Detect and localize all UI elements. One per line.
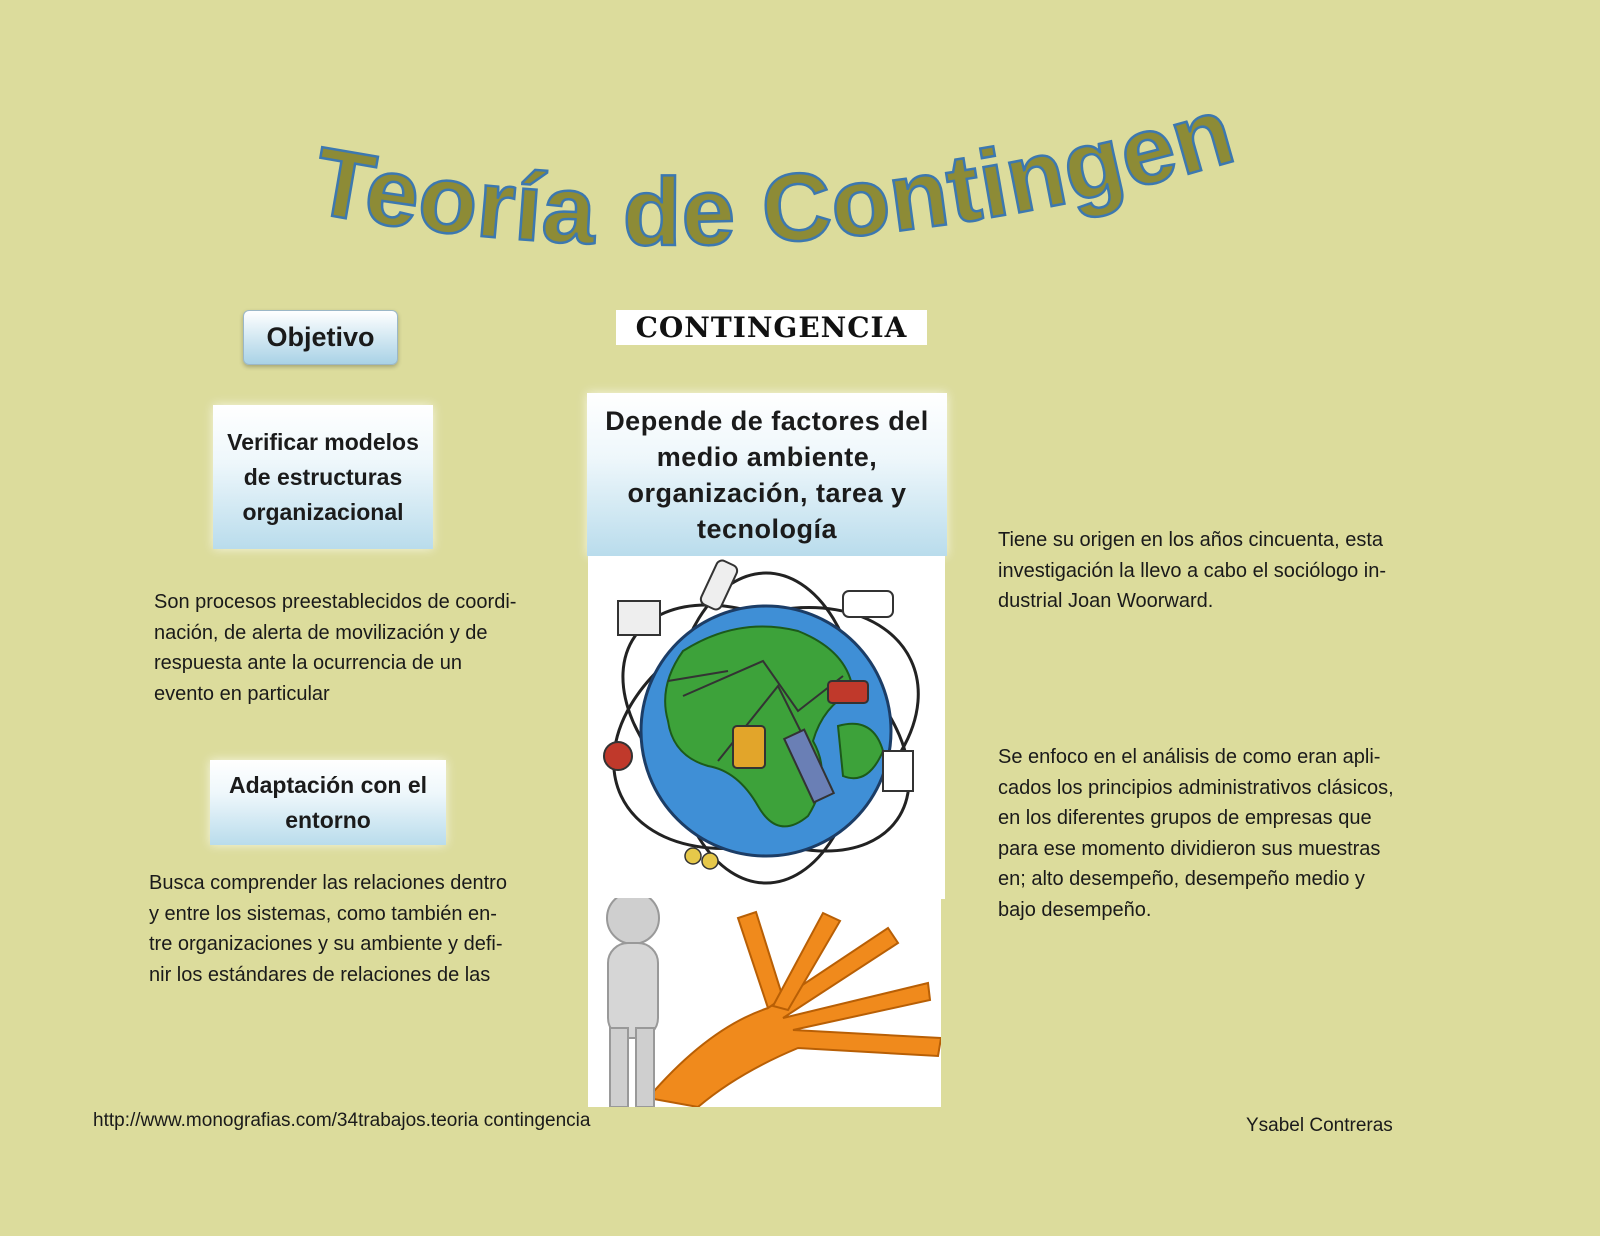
globe-icon: [588, 556, 945, 899]
page-title: [300, 92, 1240, 272]
enfoco-text: Se enfoco en el análisis de como eran apli- cados los principios administrativos clásicos, en los diferentes grupos de empresas que para ese momento dividieron sus muestras en; alto desempeño, desempeño medio y bajo desempeño.: [998, 746, 1394, 921]
depende-card: [587, 393, 947, 556]
title-text-path: Teoría de Contingen: [306, 92, 1240, 266]
objetivo-button[interactable]: Objetivo: [243, 310, 398, 365]
page-title-art: [300, 92, 1240, 272]
title-text: [300, 92, 1240, 266]
procesos-text: Son procesos preestablecidos de coordi- nación, de alerta de movilización y de respuesta ante la ocurrencia de un evento en particular: [154, 591, 517, 705]
arrows-illustration: [588, 898, 941, 1107]
adaptacion-card-text: Adaptación con el entorno: [228, 771, 428, 833]
depende-card-text: Depende de factores del medio ambiente, organización, tarea y tecnología: [605, 405, 929, 544]
contingencia-label: CONTINGENCIA: [616, 310, 927, 345]
verificar-card-text: Verificar modelos de estructuras organizacional: [227, 428, 419, 525]
crossroads-arrows-icon: [588, 898, 941, 1107]
globe-illustration: [588, 556, 945, 899]
origen-text: Tiene su origen en los años cincuenta, esta investigación la llevo a cabo el sociólogo in- dustrial Joan Woorward.: [998, 529, 1387, 612]
busca-text: Busca comprender las relaciones dentro y entre los sistemas, como también en- tre organizaciones y su ambiente y defi- nir los estándares de relaciones de las: [149, 872, 507, 986]
source-link[interactable]: http://www.monografias.com/34trabajos.teoria contingencia: [93, 1110, 591, 1131]
adaptacion-card: [210, 760, 446, 845]
verificar-card: [213, 405, 433, 549]
author-name: Ysabel Contreras: [1246, 1115, 1393, 1136]
